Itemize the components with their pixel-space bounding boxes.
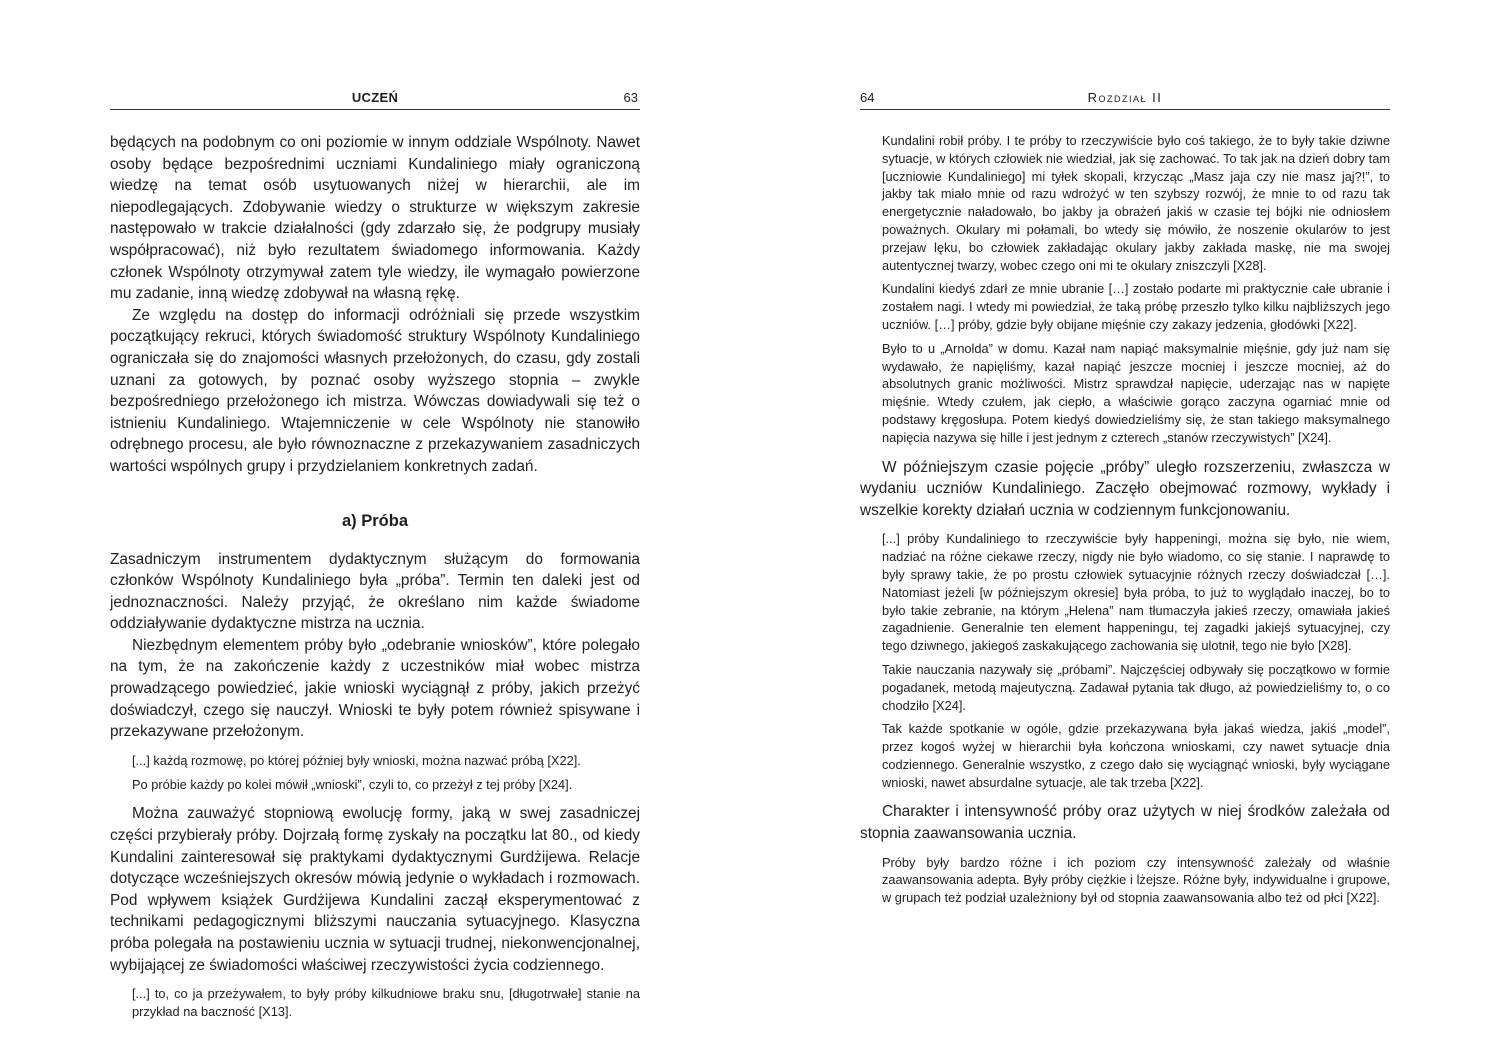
block-quote: Kundalini kiedyś zdarł ze mnie ubranie […] zostało podarte mi praktycznie całe ubranie i zostałem nagi. I wtedy mi powiedział, że taką próbę przeszło tylko kilku najbliższych jego uczniów. […] próby, gdzie były obijane mięśnie czy zakazy jedzenia, głodówki [X22]. bbox=[882, 281, 1390, 332]
page-number: 63 bbox=[623, 90, 638, 105]
left-page bbox=[110, 88, 640, 1027]
block-quote: [...] każdą rozmowę, po której później były wnioski, można nazwać próbą [X22]. bbox=[132, 752, 581, 768]
right-page bbox=[860, 88, 1390, 913]
paragraph: Ze względu na dostęp do informacji odróżniali się przede wszystkim początkujący rekruci, których świadomość struktury Wspólnoty Kundaliniego ograniczała się do znajomości własnych przełożonych, do czasu, gdy zostali uznani za gotowych, by poznać osoby wyższego stopnia – zwykle bezpośredniego przełożonego ich mistrza. Wówczas dowiadywali się też o istnieniu Kundaliniego. Wtajemniczenie w cele Wspólnoty nie stanowiło odrębnego procesu, ale było równoznaczne z przekazywaniem zasadniczych wartości wspólnych grupy i przydzielaniem konkretnych zadań. bbox=[110, 306, 640, 475]
right-content bbox=[860, 132, 1390, 907]
left-running-head bbox=[110, 88, 640, 110]
block-quote: [...] to, co ja przeżywałem, to były próby kilkudniowe braku snu, [długotrwałe] stanie na przykład na baczność [X13]. bbox=[132, 986, 640, 1019]
paragraph: Można zauważyć stopniową ewolucję formy, jaką w swej zasadniczej części przybierały próby. Dojrzałą formę zyskały na początku lat 80., od kiedy Kundalini zainteresował się praktykami dydaktycznymi Gurdżijewa. Relacje dotyczące wcześniejszych okresów mówią jedynie o wykładach i rozmowach. Pod wpływem książek Gurdżijewa Kundalini zaczął eksperymentować z technikami pedagogicznymi bliższymi nauczania sytuacyjnego. Klasyczna próba polegała na postawieniu ucznia w sytuacji trudnej, niekonwencjonalnej, wybijającej ze świadomości właściwej rzeczywistości życia codziennego. bbox=[110, 805, 640, 974]
block-quote: Kundalini robił próby. I te próby to rzeczywiście było coś takiego, że to były takie dziwne sytuacje, w których człowiek nie wiedział, jak się zachować. To tak jak na dzień dobry tam [uczniowie Kundaliniego] mi tyłek skopali, krzycząc „Masz jaja czy nie masz jaj?!”, to jakby tak miało mnie od razu wdrożyć w ten szybszy rozwój, że mnie to od razu tak energetycznie naładowało, bo jakby ja obrażeń jakiś w czasie tej bójki nie odniosłem poważnych. Okulary mi połamali, bo wtedy się mówiło, że noszenie okularów to jest przejaw lęku, bo człowiek zakładając okulary jakby zakłada maskę, nie ma swojej autentycznej twarzy, wobec czego oni mi te okulary zniszczyli [X28]. bbox=[882, 133, 1390, 273]
left-content bbox=[110, 132, 640, 1021]
right-running-head bbox=[860, 88, 1390, 110]
block-quote: [...] próby Kundaliniego to rzeczywiście były happeningi, można się było, nie wiem, nadziać na różne ciekawe rzeczy, nigdy nie było wiadomo, co się stanie. I naprawdę to były sprawy takie, że po prostu człowiek sytuacyjnie różnych rzeczy doświadczał […]. Natomiast jeżeli [w późniejszym okresie] była próba, to już to wyglądało inaczej, bo to było takie zebranie, na którym „Helena” nam tłumaczyła jakieś rzeczy, omawiała jakieś zagadnienie. Generalnie ten element happeningu, tej zagadki jakiejś sytuacyjnej, czy tego dziwnego, jakiegoś zaskakującego zachowania się ulotnił, tego nie było [X28]. bbox=[882, 531, 1390, 654]
paragraph: Zasadniczym instrumentem dydaktycznym służącym do formowania członków Wspólnoty Kundaliniego była „próba”. Termin ten daleki jest od jednoznaczności. Należy przyjąć, że określano nim każde świadome oddziaływanie dydaktyczne mistrza na ucznia. bbox=[110, 550, 640, 633]
page-number: 64 bbox=[860, 90, 875, 105]
paragraph: W późniejszym czasie pojęcie „próby” uległo rozszerzeniu, zwłaszcza w wydaniu uczniów Kundaliniego. Zaczęło obejmować rozmowy, wykłady i wszelkie korekty działań ucznia w codziennym funkcjonowaniu. bbox=[860, 458, 1390, 519]
block-quote: Próby były bardzo różne i ich poziom czy intensywność zależały od właśnie zaawansowania adepta. Były próby ciężkie i lżejsze. Różne były, indywidualne i grupowe, w grupach też podział uzależniony był od stopnia zaawansowania albo też od płci [X22]. bbox=[882, 854, 1390, 906]
section-heading: a) Próba bbox=[341, 511, 409, 530]
block-quote: Tak każde spotkanie w ogóle, gdzie przekazywana była jakaś wiedza, jakiś „model”, przez kogoś wyżej w hierarchii była kończona wnioskami, czy nawet sytuacje dnia codziennego. Generalnie wszystko, z czego dało się wyciągnąć wnioski, były wyciągane wnioski, nawet absurdalne sytuacje, ale tak trzeba [X22]. bbox=[882, 721, 1390, 790]
paragraph: Charakter i intensywność próby oraz użytych w niej środków zależała od stopnia zaawansowania ucznia. bbox=[860, 803, 1390, 843]
paragraph: Niezbędnym elementem próby było „odebranie wniosków”, które polegało na tym, że na zakończenie każdy z uczestników miał wobec mistrza prowadzącego powiedzieć, jakie wnioski wyciągnął z próby, jakich przeżyć doświadczył, czego się nauczył. Wnioski te były potem również spisywane i przekazywane przełożonym. bbox=[110, 636, 640, 741]
chapter-title: UCZEŃ bbox=[351, 90, 399, 105]
block-quote: Takie nauczania nazywały się „próbami”. Najczęściej odbywały się początkowo w formie pogadanek, metodą majeutyczną. Zadawał pytania tak długo, aż powiedzieliśmy to, o co chodziło [X24]. bbox=[882, 661, 1390, 713]
chapter-title: Rozdział II bbox=[1087, 90, 1163, 105]
block-quote: Było to u „Arnolda” w domu. Kazał nam napiąć maksymalnie mięśnie, gdy już nam się wydawało, że napięliśmy, kazał napiąć jeszcze mocniej i jeszcze mocniej, aż do absolutnych granic możliwości. Mistrz sprawdzał napięcie, uderzając nas w napięte mięśnie. Wtedy czułem, jak ciepło, a właściwie gorąco zaczyna ogarniać mnie od podstawy kręgosłupa. Potem kiedyś dowiedzieliśmy się, że stan takiego maksymalnego napięcia nazywa się hille i jest jednym z czterech „stanów rzeczywistych” [X24]. bbox=[882, 340, 1390, 445]
paragraph: będących na podobnym co oni poziomie w innym oddziale Wspólnoty. Nawet osoby będące bezpośrednimi uczniami Kundaliniego miały ograniczoną wiedzę na temat osób usytuowanych niżej w hierarchii, ale im niepodlegających. Zdobywanie wiedzy o strukturze w większym zakresie następowało w trakcie działalności (gdy zdarzało się, że podgrupy musiały współpracować), niż było rezultatem świadomego informowania. Każdy członek Wspólnoty otrzymywał zatem tyle wiedzy, ile wymagało powierzone mu zadanie, inną wiedzę zdobywał na własną rękę. bbox=[110, 134, 640, 303]
block-quote: Po próbie każdy po kolei mówił „wnioski”, czyli to, co przeżył z tej próby [X24]. bbox=[132, 776, 573, 792]
